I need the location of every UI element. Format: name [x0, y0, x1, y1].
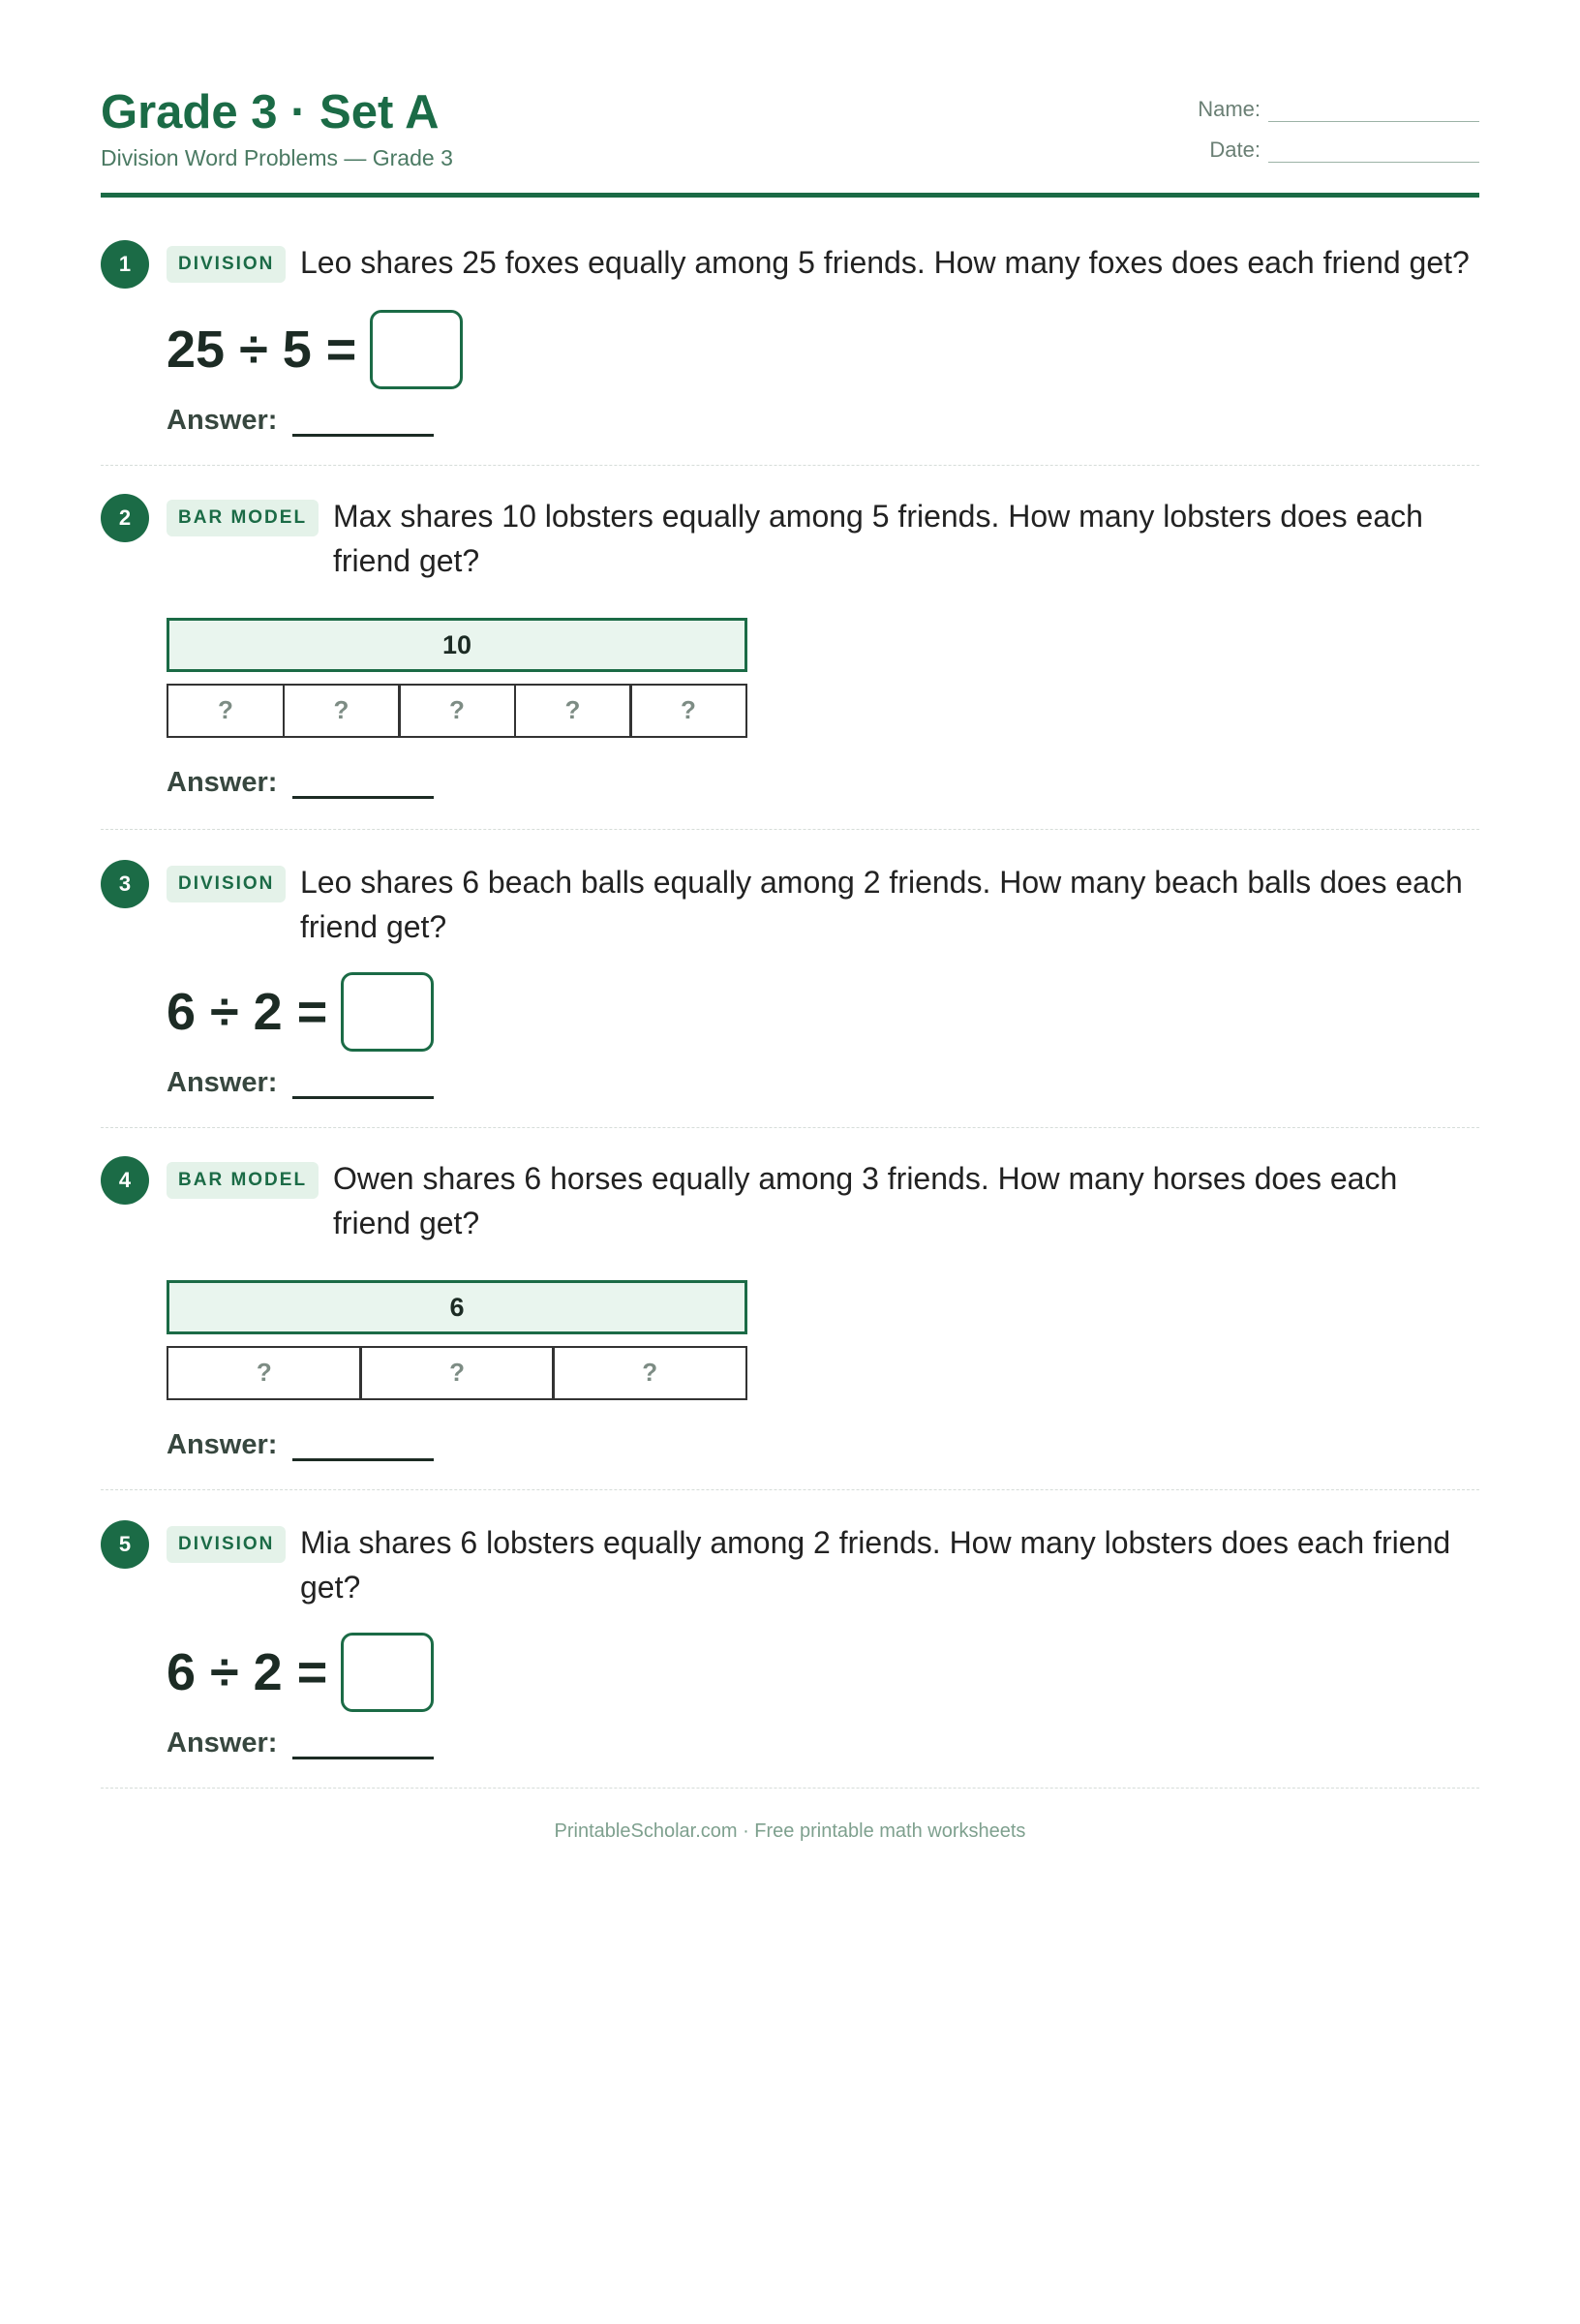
header-rule [101, 193, 1479, 198]
answer-blank [292, 1433, 434, 1461]
divider [101, 1127, 1479, 1128]
bar-part: ? [514, 684, 632, 738]
answer-blank [292, 409, 434, 437]
answer-label: Answer: [167, 1067, 278, 1098]
divider [101, 465, 1479, 466]
divider [101, 829, 1479, 830]
date-line [1268, 142, 1479, 163]
problem-text: Mia shares 6 lobsters equally among 2 friends. How many lobsters does each friend get? [300, 1525, 1451, 1605]
bar-model-parts [167, 1346, 747, 1400]
footer-text: PrintableScholar.com · Free printable math worksheets [554, 1820, 1026, 1842]
answer-label: Answer: [167, 767, 278, 798]
answer-line [167, 1429, 434, 1461]
problem-text: Leo shares 6 beach balls equally among 2 friends. How many beach balls does each friend get? [300, 865, 1463, 944]
equation-text: 25 ÷ 5 = [167, 321, 357, 379]
bar-part: ? [167, 684, 285, 738]
answer-line [167, 405, 434, 437]
bar-model-total: 6 [167, 1280, 747, 1334]
worksheet-header [101, 81, 1479, 198]
problem-number: 4 [101, 1156, 149, 1205]
bar-model-total: 10 [167, 618, 747, 672]
answer-blank [292, 1731, 434, 1759]
answer-label: Answer: [167, 405, 278, 436]
problem-text: Owen shares 6 horses equally among 3 friends. How many horses does each friend get? [333, 1161, 1398, 1240]
page-title: Grade 3 · Set A [101, 86, 440, 138]
bar-part: ? [283, 684, 401, 738]
page-subtitle: Division Word Problems — Grade 3 [101, 145, 453, 170]
problem-number: 5 [101, 1520, 149, 1569]
date-field [1209, 138, 1479, 163]
problem-number: 3 [101, 860, 149, 908]
answer-label: Answer: [167, 1728, 278, 1758]
equation [167, 1633, 434, 1712]
bar-part: ? [398, 684, 516, 738]
name-field [1198, 97, 1479, 122]
bar-part: ? [167, 1346, 362, 1400]
answer-box [341, 1633, 434, 1712]
problem-type-badge: BAR MODEL [167, 500, 319, 536]
problem-type-badge: DIVISION [167, 1526, 286, 1563]
divider [101, 1788, 1479, 1789]
equation [167, 972, 434, 1052]
bar-model-parts [167, 684, 747, 738]
problem-text: Max shares 10 lobsters equally among 5 friends. How many lobsters does each friend get? [333, 499, 1423, 578]
equation-text: 6 ÷ 2 = [167, 983, 328, 1041]
problem-type-badge: BAR MODEL [167, 1162, 319, 1199]
problem-type-badge: DIVISION [167, 866, 286, 902]
name-label: Name: [1198, 97, 1261, 121]
problem-type-badge: DIVISION [167, 246, 286, 283]
answer-line [167, 1067, 434, 1099]
answer-line [167, 1728, 434, 1759]
answer-box [370, 310, 463, 389]
name-line [1268, 102, 1479, 122]
bar-part: ? [552, 1346, 747, 1400]
equation-text: 6 ÷ 2 = [167, 1643, 328, 1701]
answer-blank [292, 1071, 434, 1099]
bar-part: ? [359, 1346, 555, 1400]
answer-blank [292, 771, 434, 799]
date-label: Date: [1209, 138, 1261, 162]
problem-text: Leo shares 25 foxes equally among 5 friends. How many foxes does each friend get? [300, 245, 1470, 280]
bar-part: ? [629, 684, 747, 738]
problem-number: 1 [101, 240, 149, 289]
answer-box [341, 972, 434, 1052]
divider [101, 1489, 1479, 1490]
equation [167, 310, 463, 389]
answer-label: Answer: [167, 1429, 278, 1460]
answer-line [167, 767, 434, 799]
problem-number: 2 [101, 494, 149, 542]
